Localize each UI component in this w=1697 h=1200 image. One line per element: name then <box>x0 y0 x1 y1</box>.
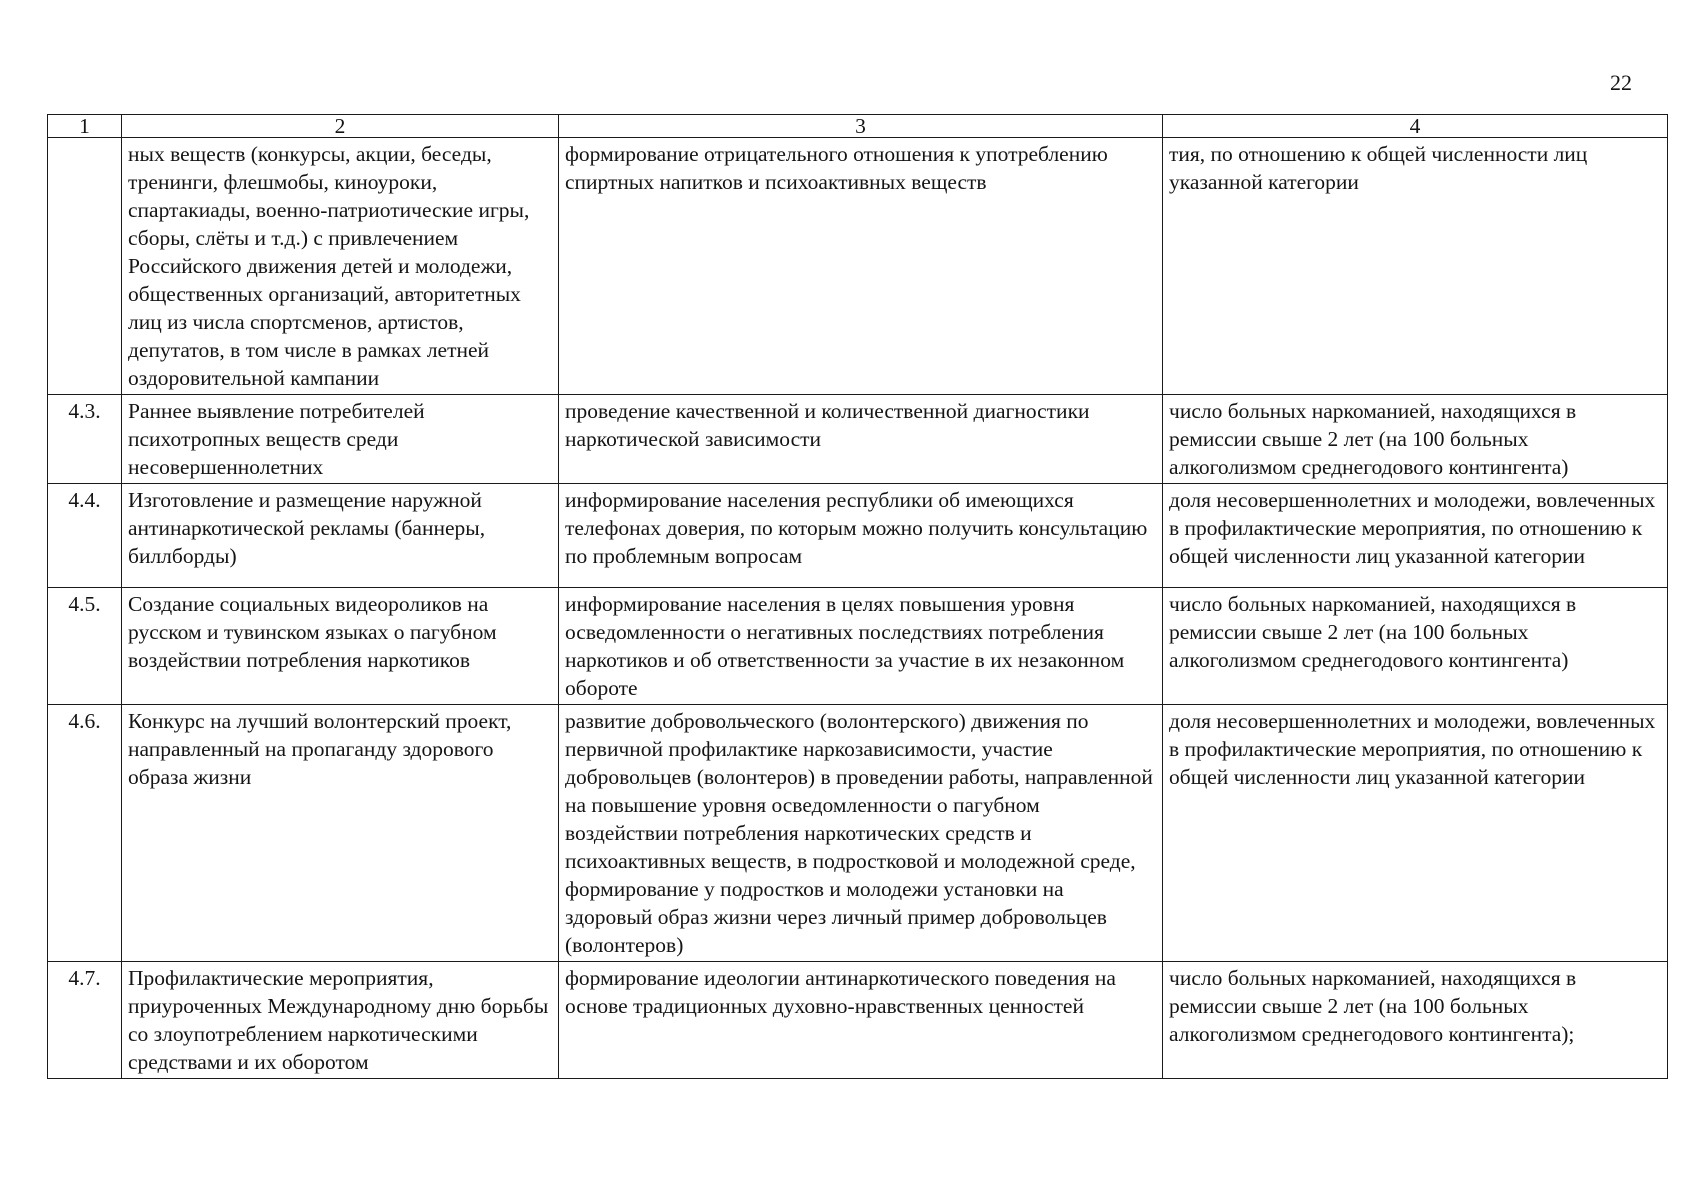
table-row <box>48 395 1668 484</box>
indicator-cell: доля несовершеннолетних и молодежи, вовлеченных в профилактические мероприятия, по отношению к общей численности лиц указанной категории <box>1163 705 1668 962</box>
indicator-cell: число больных наркоманией, находящихся в ремиссии свыше 2 лет (на 100 больных алкоголизмом среднегодового контингента); <box>1163 962 1668 1079</box>
activity-cell: Профилактические мероприятия, приуроченных Международному дню борьбы со злоупотреблением наркотическими средствами и их оборотом <box>122 962 559 1079</box>
goal-cell: проведение качественной и количественной диагностики наркотической зависимости <box>559 395 1163 484</box>
goal-cell: формирование отрицательного отношения к употреблению спиртных напитков и психоактивных веществ <box>559 138 1163 395</box>
table-row <box>48 705 1668 962</box>
row-number: 4.5. <box>48 588 122 705</box>
table-row <box>48 962 1668 1079</box>
indicator-cell: доля несовершеннолетних и молодежи, вовлеченных в профилактические мероприятия, по отношению к общей численности лиц указанной категории <box>1163 484 1668 588</box>
goal-cell: развитие добровольческого (волонтерского) движения по первичной профилактике наркозависимости, участие добровольцев (волонтеров) в проведении работы, направленной на повышение уровня осведомленности о пагубном воздействии потребления наркотических средств и психоактивных веществ, в подростковой и молодежной среде, формирование у подростков и молодежи установки на здоровый образ жизни через личный пример добровольцев (волонтеров) <box>559 705 1163 962</box>
column-header-3: 3 <box>559 115 1163 138</box>
indicator-cell: число больных наркоманией, находящихся в ремиссии свыше 2 лет (на 100 больных алкоголизмом среднегодового контингента) <box>1163 588 1668 705</box>
row-number: 4.3. <box>48 395 122 484</box>
row-number: 4.4. <box>48 484 122 588</box>
row-number <box>48 138 122 395</box>
indicator-cell: тия, по отношению к общей численности лиц указанной категории <box>1163 138 1668 395</box>
activity-cell: Раннее выявление потребителей психотропных веществ среди несовершеннолетних <box>122 395 559 484</box>
table-row <box>48 138 1668 395</box>
page-number: 22 <box>1610 70 1632 95</box>
activity-cell: ных веществ (конкурсы, акции, беседы, тренинги, флешмобы, киноуроки, спартакиады, военно-патриотические игры, сборы, слёты и т.д.) с привлечением Российского движения детей и молодежи, общественных организаций, авторитетных лиц из числа спортсменов, артистов, депутатов, в том числе в рамках летней оздоровительной кампании <box>122 138 559 395</box>
table-row <box>48 588 1668 705</box>
goal-cell: информирование населения республики об имеющихся телефонах доверия, по которым можно получить консультацию по проблемным вопросам <box>559 484 1163 588</box>
indicator-cell: число больных наркоманией, находящихся в ремиссии свыше 2 лет (на 100 больных алкоголизмом среднегодового контингента) <box>1163 395 1668 484</box>
row-number: 4.7. <box>48 962 122 1079</box>
column-header-2: 2 <box>122 115 559 138</box>
goal-cell: формирование идеологии антинаркотического поведения на основе традиционных духовно-нравственных ценностей <box>559 962 1163 1079</box>
column-header-1: 1 <box>48 115 122 138</box>
table-header-row <box>48 115 1668 138</box>
goal-cell: информирование населения в целях повышения уровня осведомленности о негативных последствиях потребления наркотиков и об ответственности за участие в их незаконном обороте <box>559 588 1163 705</box>
activity-cell: Создание социальных видеороликов на русском и тувинском языках о пагубном воздействии потребления наркотиков <box>122 588 559 705</box>
activity-cell: Конкурс на лучший волонтерский проект, направленный на пропаганду здорового образа жизни <box>122 705 559 962</box>
activity-cell: Изготовление и размещение наружной антинаркотической рекламы (баннеры, биллборды) <box>122 484 559 588</box>
table-row <box>48 484 1668 588</box>
column-header-4: 4 <box>1163 115 1668 138</box>
row-number: 4.6. <box>48 705 122 962</box>
measures-table <box>47 114 1668 1079</box>
